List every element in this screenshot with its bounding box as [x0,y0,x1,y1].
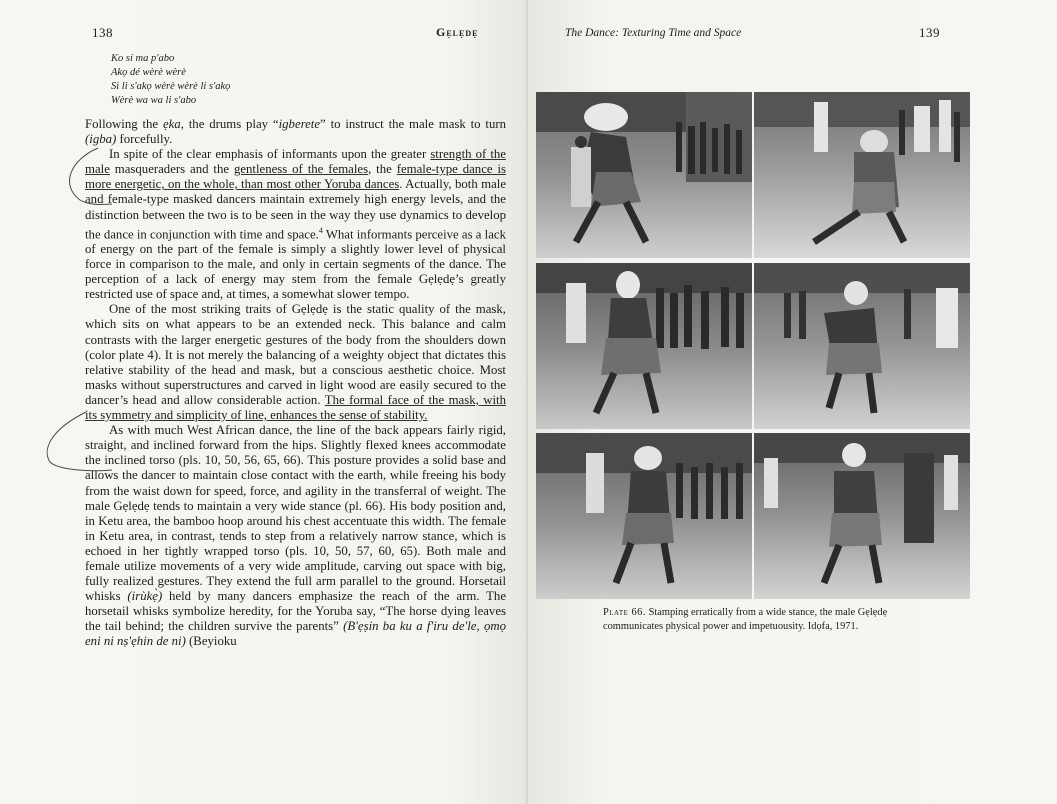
photo-6 [754,433,970,599]
italic-phrase: igberete [278,117,321,131]
caption-text: Stamping erratically from a wide stance, the male Gẹlẹdẹ communicates physical power and impetuousity. Idọfa, 1971. [603,607,888,632]
right-running-head: The Dance: Texturing Time and Space [565,27,742,39]
italic-phrase: (igba) [85,132,117,147]
body-paragraph [85,147,506,302]
italic-phrase: ẹka [162,117,181,131]
caption-plate-label: Plate 66. [603,607,646,618]
underlined-phrase: female-type dance is more energetic, on the whole, than most other Yoruba dances [85,162,506,192]
text-run: In spite of the clear emphasis of informants upon the greater [109,147,431,162]
text-run: . Actually, both male and female-type masked dancers maintain extremely high energy levels, and the distinction between the two is to be seen in the way they use dynamics to develop the dance in conjunction with time and space. [85,177,506,241]
body-paragraph [85,423,506,649]
photo-5 [536,433,752,599]
poem-line: Sì li s'akọ wèrè wèrè li s'akọ [111,81,231,92]
text-run: forcefully. [116,132,173,147]
underlined-phrase: strength of the male [85,147,506,177]
left-page [0,0,527,804]
italic-phrase: (B'ẹṣin ba ku a f'iru de'le, ọmọ eni ni nṣ'ẹhin de ni) [85,619,506,649]
body-paragraph [85,302,506,423]
plate-caption [603,606,943,633]
left-running-head: Gẹlẹdẹ [436,25,479,39]
text-run: Following the [85,117,163,131]
plate-66-photo-grid [536,92,972,602]
text-run: , the drums play “ [180,117,279,131]
photo-2 [754,92,970,258]
text-run: 4 [318,225,323,235]
photo-1 [536,92,752,258]
left-body-text [85,117,506,650]
photo-4 [754,263,970,429]
poem-block [111,52,230,108]
left-page-number: 138 [92,25,113,40]
text-run: What informants perceive as a lack of energy on the part of the female is simply a slightly lower level of physical force in comparison to the male, and only in certain segments of the dance. The perception of a lack of energy may stem from the female Gẹlẹdẹ’s greatly restricted use of space and, at times, a somewhat slower tempo. [85,226,506,302]
poem-line: Akọ dé wèrè wèrè [111,67,186,78]
text-run: One of the most striking traits of Gẹlẹdẹ is the static quality of the mask, which sits on what appears to be an extended neck. This balance and calm contrasts with the larger energetic gestures of the body from the shoulders down (color plate 4). It is not merely the balancing of a weighty object that dictates this relative stability of the head and mask, but a conscious aesthetic choice. Most masks without superstructures and carved in light wood are easily secured to the dancer’s head and allow considerable action. [85,302,506,407]
right-page-number: 139 [919,25,940,40]
italic-phrase: (irùkẹ̀) [127,589,163,604]
body-paragraph [85,117,506,147]
poem-line: Ko sí ma p'abo [111,53,175,64]
photo-3 [536,263,752,429]
underlined-phrase: gentleness of the females [233,162,369,177]
text-run: masqueraders and the [109,162,234,177]
text-run: held by many dancers emphasize the reach of the arm. The horsetail whisks symbolize heredity, for the Yoruba say, “The horse dying leaves the tail behind; the children survive the parents” [85,589,506,634]
poem-line: Wèrè wa wa li s'abo [111,95,197,106]
underlined-phrase: The formal face of the mask, with its symmetry and simplicity of line, enhances the sense of stability. [85,392,506,423]
text-run: , the [368,162,397,177]
text-run: (Beyioku [185,634,237,649]
text-run: ” to instruct the male mask to turn [320,117,507,131]
text-run: As with much West African dance, the line of the back appears fairly rigid, straight, and inclined forward from the hips. Slightly flexed knees accommodate the inclined torso (pls. 10, 50, 56, 65, 66). This posture provides a solid base and allows the dancer to maintain close contact with the earth, while freeing his body from the waist down for speed, force, and agility in the transferral of weight. The male Gẹlẹdẹ tends to maintain a very wide stance (pl. 66). His body position and, in Ketu area, the bamboo hoop around his chest accentuate this width. The female in Ketu area, in contrast, tends to step from a relatively narrow stance, which is echoed in her tightly wrapped torso (pls. 10, 50, 57, 60, 65). Both male and female utilize movements of a very wide amplitude, carving out space with big, fully realized gestures. They extend the full arm parallel to the ground. Horsetail whisks [85,423,506,604]
